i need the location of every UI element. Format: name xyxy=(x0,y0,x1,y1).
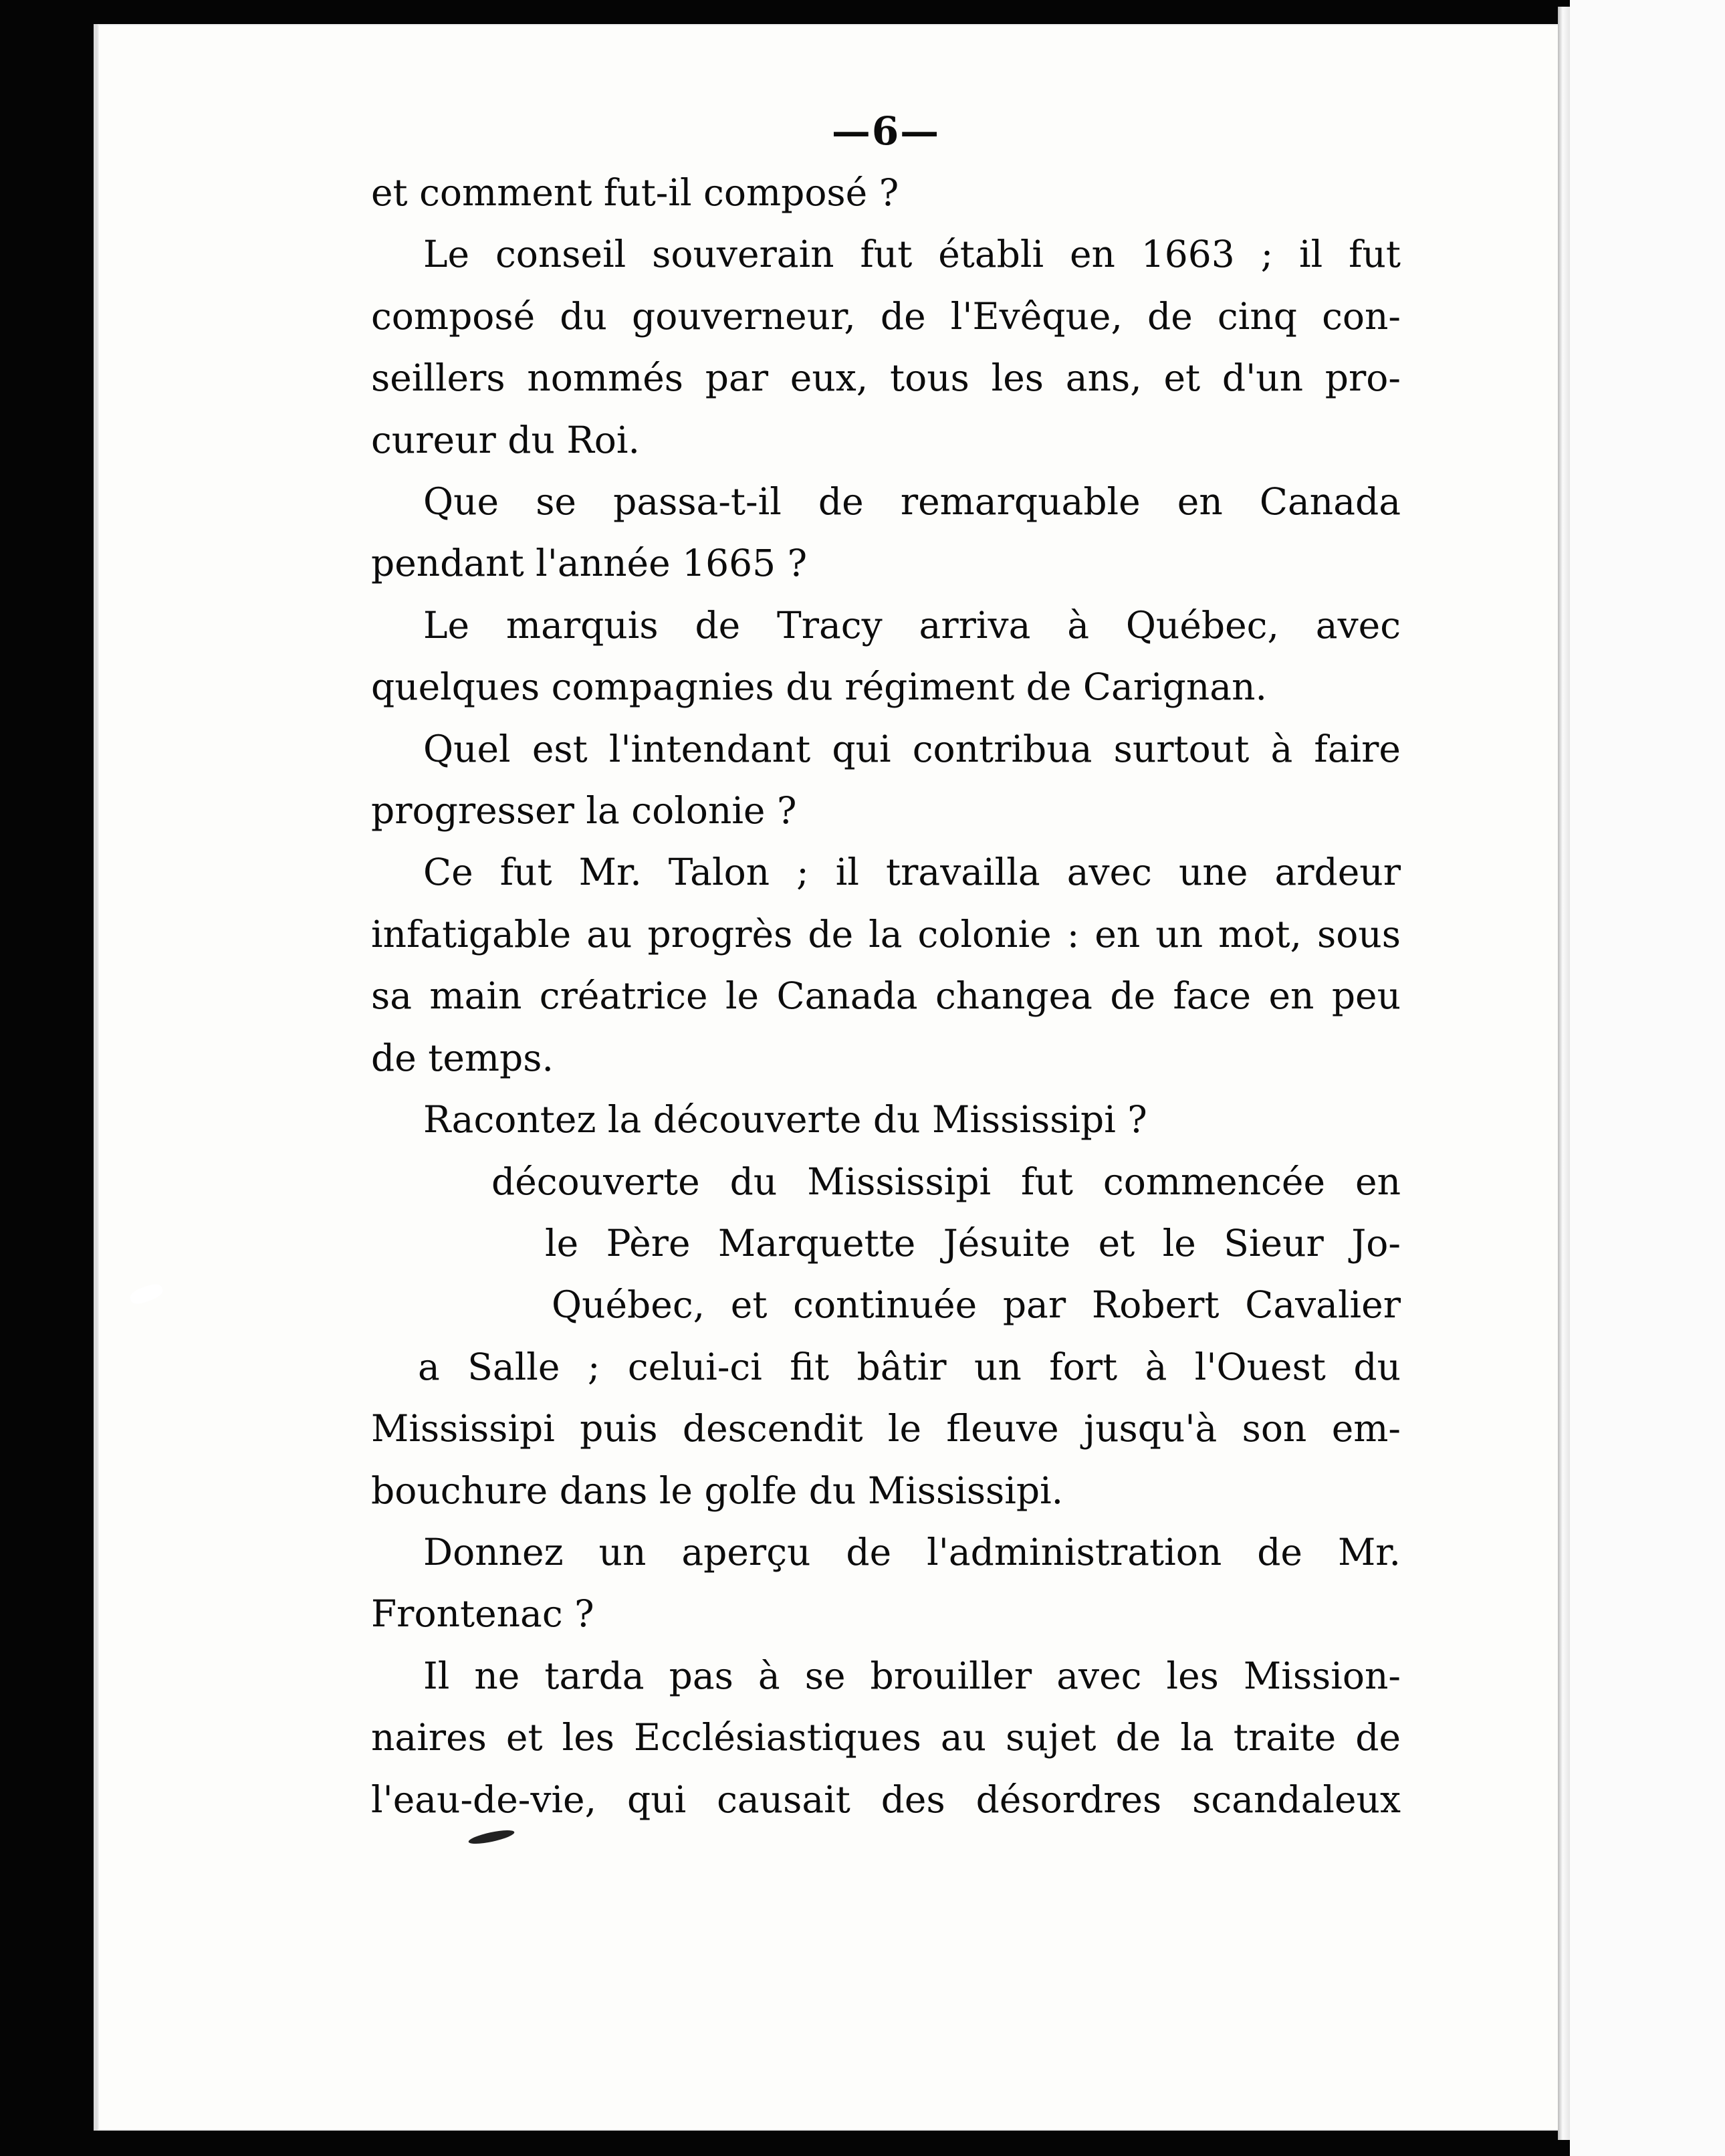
text-line: Le marquis de Tracy arriva à Québec, avec xyxy=(423,603,1401,647)
text-line: Le conseil souverain fut établi en 1663 ; il fut xyxy=(423,233,1401,276)
text-line: Que se passa-t-il de remarquable en Canada xyxy=(423,480,1401,524)
text-line: Mississipi puis descendit le fleuve jusqu'à son em- xyxy=(371,1407,1401,1450)
text-line: le Père Marquette Jésuite et le Sieur Jo- xyxy=(545,1221,1401,1265)
text-line: Il ne tarda pas à se brouiller avec les Mission- xyxy=(423,1654,1401,1697)
text-line: l'eau-de-vie, qui causait des désordres scandaleux xyxy=(371,1777,1401,1821)
text-line: Frontenac ? xyxy=(371,1592,594,1636)
text-line: cureur du Roi. xyxy=(371,418,640,461)
text-line: Ce fut Mr. Talon ; il travailla avec une ardeur xyxy=(423,851,1401,894)
text-line: découverte du Mississipi fut commencée en xyxy=(491,1160,1401,1203)
text-line: quelques compagnies du régiment de Carignan. xyxy=(371,665,1267,709)
text-line: seillers nommés par eux, tous les ans, et d'un pro- xyxy=(371,356,1401,400)
text-line: composé du gouverneur, de l'Evêque, de cinq con- xyxy=(371,294,1401,338)
text-line: Quel est l'intendant qui contribua surtout à faire xyxy=(423,727,1401,770)
text-line: Donnez un aperçu de l'administration de Mr. xyxy=(423,1530,1401,1574)
page-edge xyxy=(1558,7,1570,2140)
text-line: pendant l'année 1665 ? xyxy=(371,542,808,585)
text-line: bouchure dans le golfe du Mississipi. xyxy=(371,1469,1064,1512)
text-line: Québec, et continuée par Robert Cavalier xyxy=(552,1283,1401,1327)
text-line: sa main créatrice le Canada changea de face en peu xyxy=(371,974,1401,1018)
text-line: infatigable au progrès de la colonie : en un mot, sous xyxy=(371,912,1401,956)
text-line: de temps. xyxy=(371,1036,554,1079)
scan-speck xyxy=(128,1281,165,1307)
page-number: —6— xyxy=(831,108,941,154)
text-line: Racontez la découverte du Mississipi ? xyxy=(423,1098,1147,1142)
text-lines xyxy=(371,162,1401,1830)
text-line: naires et les Ecclésiastiques au sujet de la traite de xyxy=(371,1716,1401,1759)
page-text xyxy=(371,100,1401,1830)
text-line: et comment fut-il composé ? xyxy=(371,171,899,214)
text-line: progresser la colonie ? xyxy=(371,789,797,833)
text-line: a Salle ; celui-ci fit bâtir un fort à l'Ouest du xyxy=(418,1345,1401,1388)
facing-page-strip xyxy=(1570,0,1725,2156)
